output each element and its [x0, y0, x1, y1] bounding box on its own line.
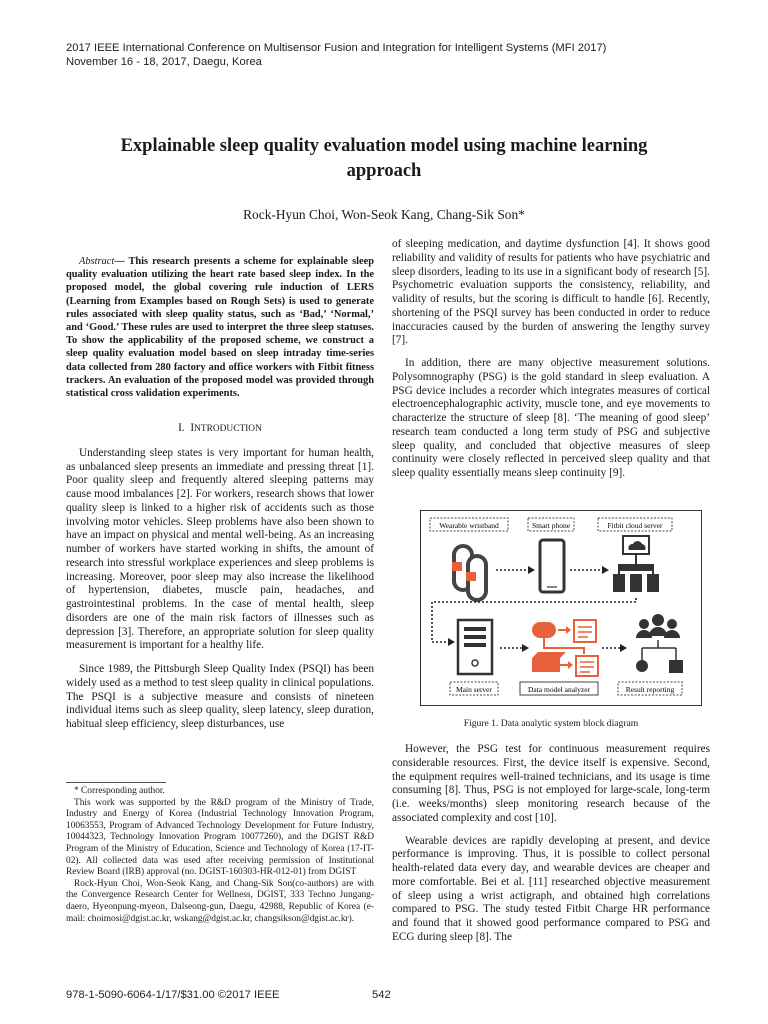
conference-date: November 16 - 18, 2017, Daegu, Korea — [66, 56, 262, 68]
footnote-affiliation: Rock-Hyun Choi, Won-Seok Kang, and Chang-Sik Son(co-authors) are with the Convergence Research Center for Wellness, DGIST, 333 Techno Jungang-daero, Hyeonpung-myeon, Dalseong-gun, Daegu, 42988, Republic of Korea (e-mail: choimosi@dgist.ac.kr, wskang@dgist.ac.kr, changsikson@dgist.ac.kr). — [66, 878, 374, 924]
right-paragraph-1: of sleeping medication, and daytime dysfunction [4]. It shows good reliability and validity of results for patients who have psychiatric and sleep disorders, leading to its use in a significant body of research [5]. Psychometric evaluation supports the consistency, reliability, and validity of results, but the scoring is difficult to handle [6]. Recently, shortening of the PSQI survey has been conducted in order to reduce inaccuracies caused by the burden of answering the lengthy survey [7]. — [392, 238, 710, 347]
intro-paragraph-2: Since 1989, the Pittsburgh Sleep Quality Index (PSQI) has been widely used as a method to test sleep quality in clinical populations. The PSQI is a subjective measure and consists of nineteen individual items such as sleep quality, sleep latency, sleep duration, habitual sleep efficiency, sleep disturbances, use — [66, 663, 374, 731]
abstract-dash: — — [114, 256, 129, 267]
section-title-first: I — [190, 422, 195, 435]
label-cloud: Fitbit cloud server — [607, 521, 663, 530]
footnotes — [66, 786, 374, 925]
left-column — [66, 255, 374, 732]
conference-name: 2017 IEEE International Conference on Multisensor Fusion and Integration for Intelligent Systems (MFI 2017) — [66, 42, 607, 54]
label-analyzer: Data model analyzer — [527, 685, 591, 694]
label-report: Result reporting — [625, 685, 675, 694]
conference-header — [66, 41, 606, 69]
right-paragraph-4: Wearable devices are rapidly developing at present, and device performance is improving. Thus, it is possible to collect personal health-related data every day, and wearable devices are cheaper and more comfortable. Bei et al. [11] researched objective measurement of sleep using a wrist actigraph, and obtained high correlations compared to PSG. The study tested Fitbit Charge HR performance and found that it showed good performance compared to PSG and ECG during sleep [8]. The — [392, 834, 710, 943]
section-title-rest: NTRODUCTION — [194, 424, 262, 435]
author-list: Rock-Hyun Choi, Won-Seok Kang, Chang-Sik Son* — [243, 207, 525, 222]
paper-title-line2: approach — [346, 161, 422, 181]
paper-title-line1: Explainable sleep quality evaluation model using machine learning — [120, 136, 648, 156]
footnote-rule — [66, 782, 166, 783]
footnote-funding: This work was supported by the R&D program of the Ministry of Trade, Industry and Energy of Korea (Industrial Technology Innovation Program, 10063553, Program of Advanced Technology Development for Future Industry, 10044323, Technology Innovation Program 10077260), and the DGIST R&D Program of the Ministry of Education, Science and Technology of Korea (17-IT-02). All collected data was used after receiving permission of Institutional Review Board (IRB) approval (no. DGIST-160303-HR-012-01) from DGIST — [66, 797, 374, 878]
smartphone-icon — [540, 540, 564, 592]
figure-caption: Figure 1. Data analytic system block diagram — [463, 718, 639, 729]
label-phone: Smart phone — [531, 521, 571, 530]
section-heading-introduction — [66, 422, 374, 437]
abstract-text: This research presents a scheme for explainable sleep quality evaluation utilizing the heart rate based sleep index. In the proposed model, the global covering rule induction of LERS (Learning from Examples based on Rough Sets) is used to generate rules associated with sleep quality status, such as ‘Bad,’ ‘Normal,’ and ‘Good.’ These rules are used to interpret the three sleep statuses. To show the applicability of the proposed scheme, we construct a sleep quality evaluation model based on sleep intraday time-series data collected from 280 factory and office workers with Fitbit fitness trackers. An evaluation of the proposed model was provided through statistical cross validation experiments. — [66, 256, 374, 400]
label-main-server: Main server — [455, 685, 493, 694]
page-number: 542 — [372, 989, 391, 1001]
footnote-corresponding: * Corresponding author. — [74, 786, 165, 796]
abstract — [66, 255, 374, 400]
main-server-icon — [458, 620, 492, 674]
right-column-top — [392, 238, 710, 481]
paper-title — [60, 134, 708, 184]
intro-paragraph-1: Understanding sleep states is very important for human health, as unbalanced sleep presents an immediate and pressing threat [1]. Poor quality sleep and frequently altered sleeping patterns may cause mood imbalances [2]. For workers, research shows that lower quality sleep is linked to a higher risk of accidents such as those involving motor vehicles. Sleep problems have also been shown to have an impact on physical and mental well-being. As an increasing number of workers have started working in shifts, the amount of research into stressful workplace experiences and sleep problems is increasing. Moreover, poor sleep may also increase the likelihood of hypertension, diabetes, muscle pain, headaches, and gastrointestinal problems. In the case of mental health, sleep disorders are one of the main risk factors of illnesses such as depression [3]. Therefore, an appropriate solution for sleep quality measurement is important for a healthy life. — [66, 446, 374, 652]
right-paragraph-2: In addition, there are many objective measurement solutions. Polysomnography (PSG) is the gold standard in sleep evaluation. A PSG device includes a recorder which integrates measures of cortical electroencephalographic activity, muscle tone, and eye movements to characterize the structure of sleep [8]. ‘The meaning of good sleep’ research team conducted a long term study of PSG and subjective sleep quality, and concluded that objective measures of sleep continuity were closely reflected in perceived sleep quality and that sleep quality essentially means sleep continuity [9]. — [392, 357, 710, 479]
footer-isbn: 978-1-5090-6064-1/17/$31.00 ©2017 IEEE — [66, 989, 280, 1001]
section-number: I. — [178, 422, 185, 435]
label-wristband: Wearable wristband — [439, 521, 499, 530]
right-paragraph-3: However, the PSG test for continuous measurement requires considerable resources. First, the device itself is expensive. Second, the equipment requires well-trained technicians, and its usage is time consuming [8]. Thus, PSG is not employed for large-scale, long-term (i.e. weeks/months) sleep monitoring research because of the associated complexity and cost [10]. — [392, 743, 710, 824]
abstract-label: Abstract — [79, 256, 115, 267]
right-column-bottom — [392, 743, 710, 945]
system-block-diagram — [420, 510, 702, 706]
